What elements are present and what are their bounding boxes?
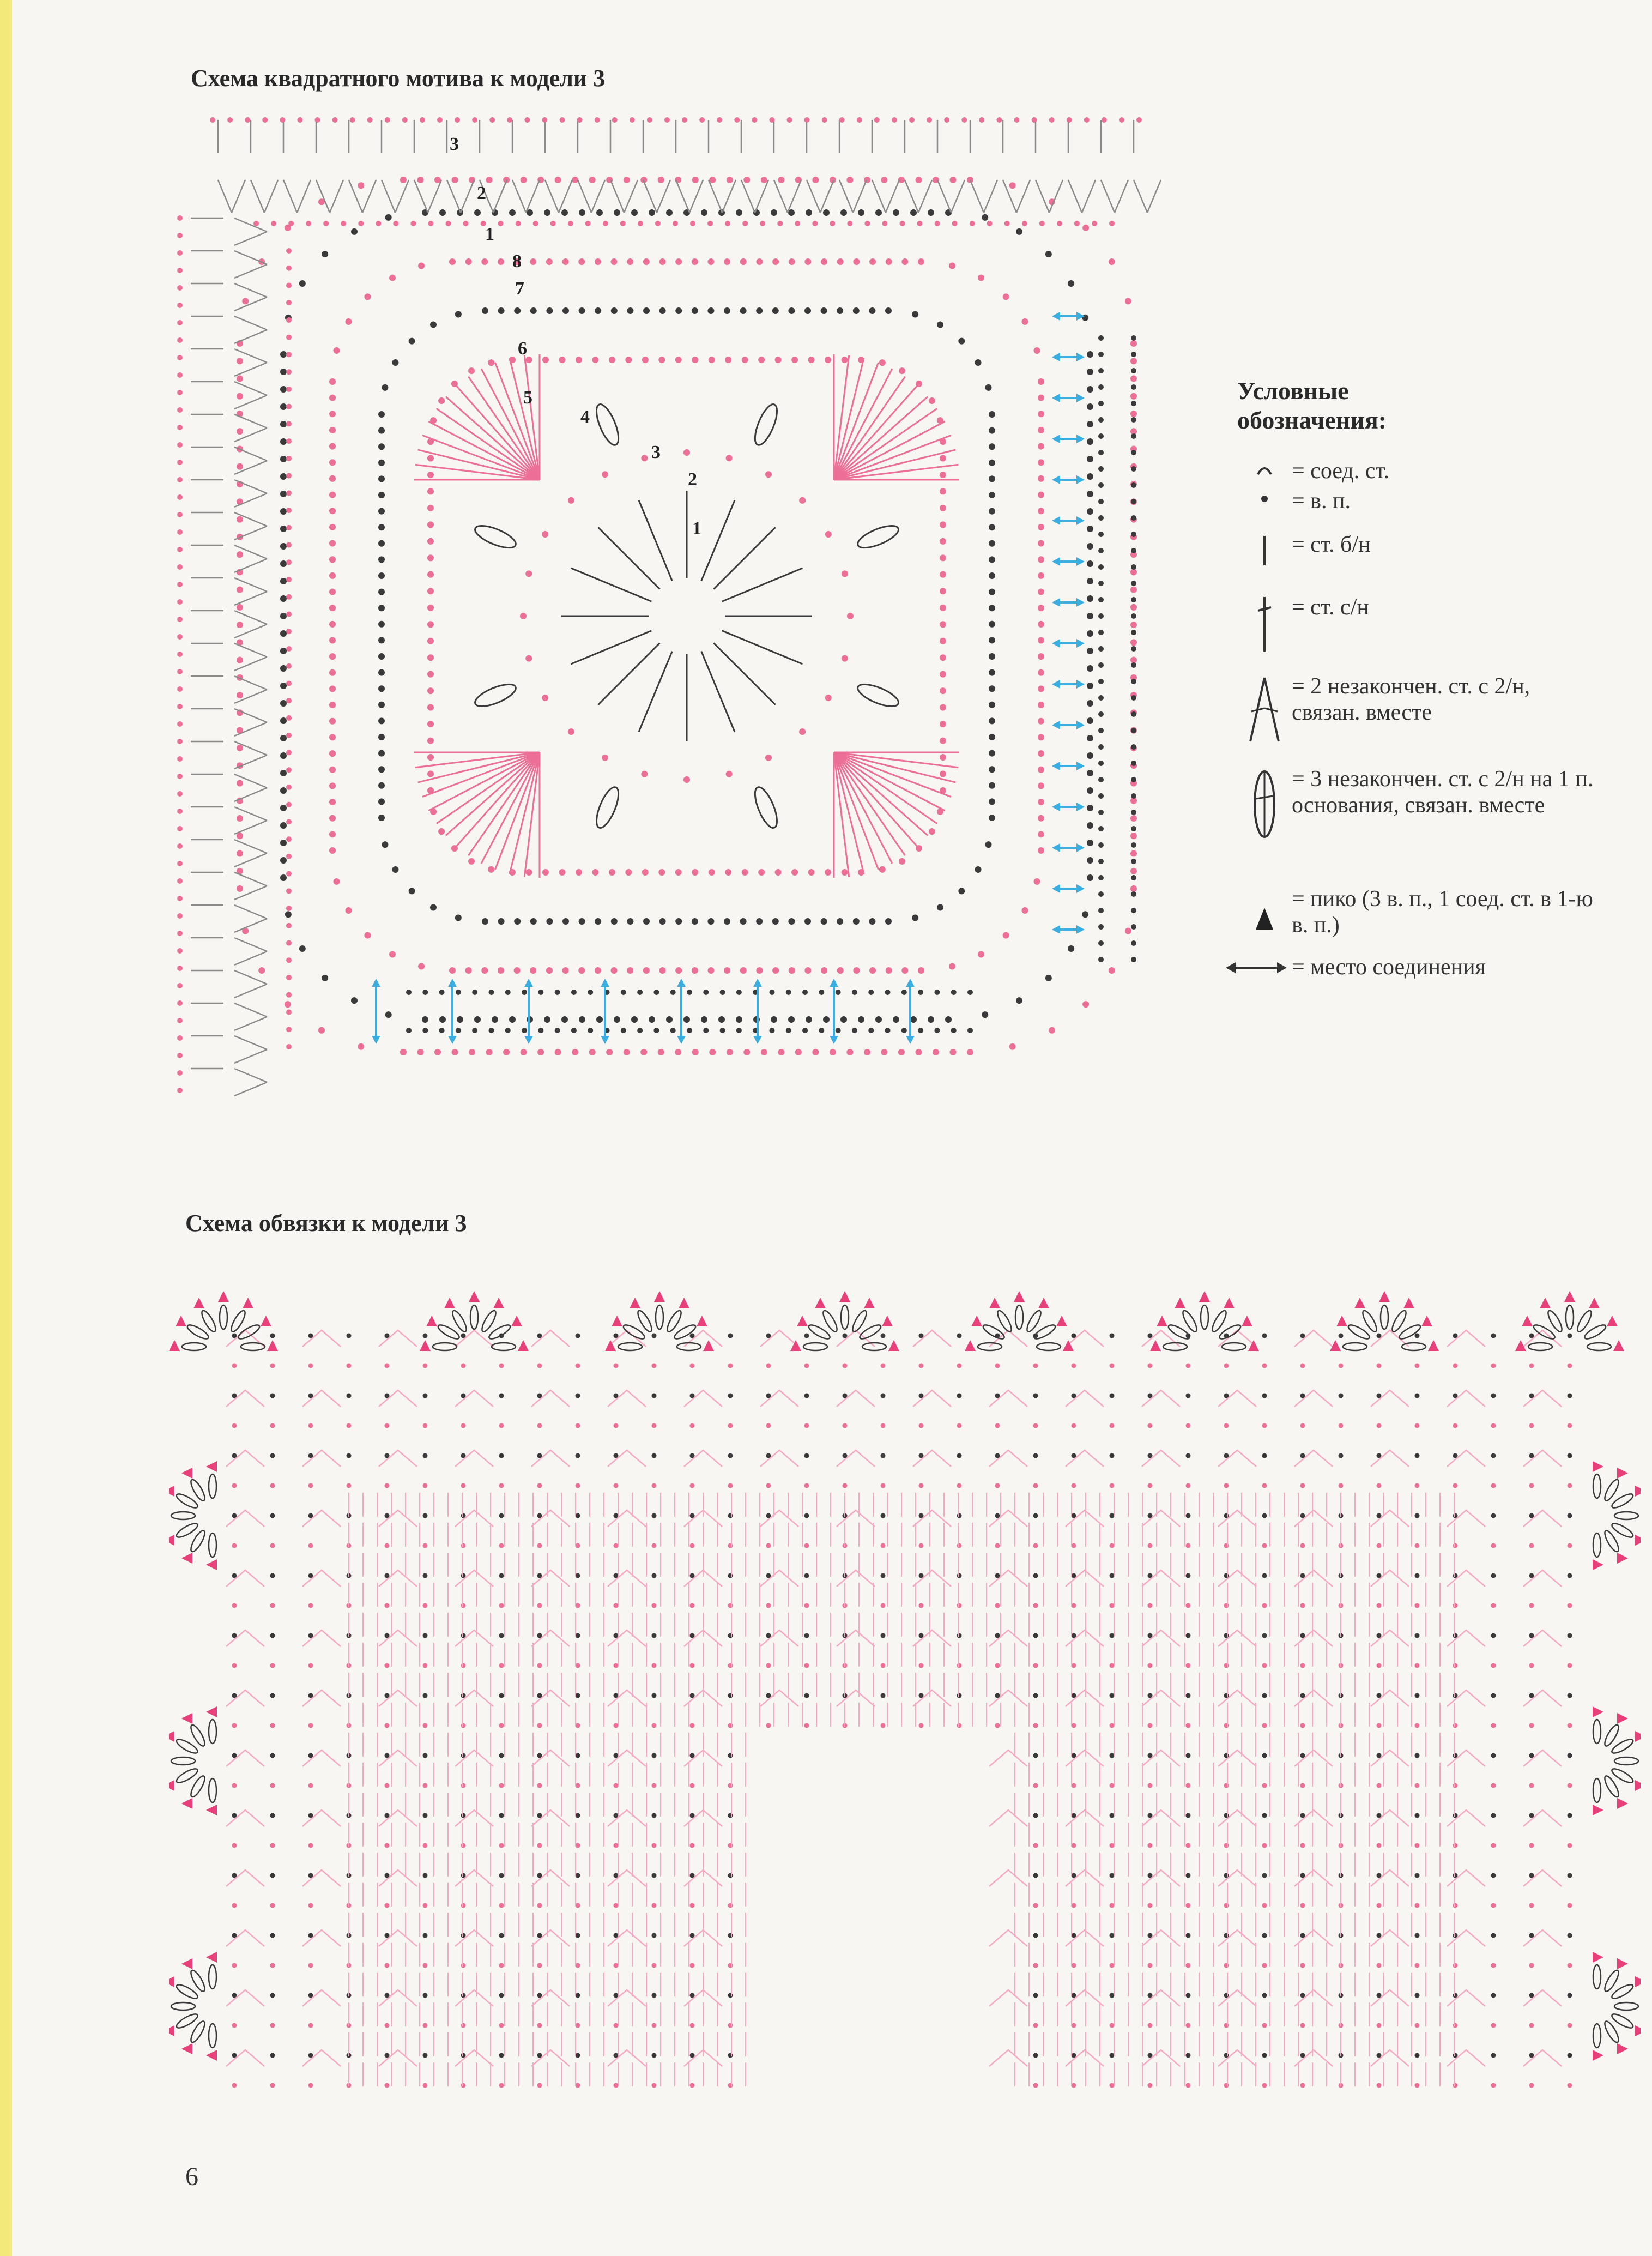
edging-chart-title: Схема обвязки к модели 3 bbox=[185, 1210, 467, 1236]
row-label-2-outer: 2 bbox=[477, 183, 486, 203]
dc2tog-icon bbox=[1243, 673, 1286, 744]
row-label-8: 8 bbox=[512, 251, 522, 272]
page-number: 6 bbox=[185, 2162, 198, 2191]
slip-stitch-icon bbox=[1248, 458, 1281, 480]
legend-item-chain: = в. п. bbox=[1237, 488, 1351, 537]
row-label-5: 5 bbox=[523, 388, 532, 408]
edging-chart bbox=[169, 1270, 1641, 2110]
row-label-6: 6 bbox=[518, 339, 527, 359]
single-crochet-icon bbox=[1248, 532, 1281, 570]
row-label-3-inner: 3 bbox=[651, 442, 661, 462]
row-label-1-inner: 1 bbox=[692, 518, 701, 539]
legend-heading: Условные обозначения: bbox=[1237, 377, 1387, 434]
legend-item-cluster3: = 3 незакончен. ст. с 2/н на 1 п. основания, связан. вместе bbox=[1237, 766, 1597, 818]
double-crochet-icon bbox=[1248, 594, 1281, 654]
legend-item-double-crochet: = ст. с/н bbox=[1237, 594, 1369, 643]
motif-chart-title: Схема квадратного мотива к модели 3 bbox=[191, 65, 606, 92]
legend-item-single-crochet: = ст. б/н bbox=[1237, 532, 1371, 581]
chain-stitch-icon bbox=[1248, 488, 1281, 510]
join-arrow-icon bbox=[1224, 954, 1289, 981]
square-motif-chart bbox=[164, 109, 1226, 1172]
legend-item-picot: = пико (3 в. п., 1 соед. ст. в 1-ю в. п.) bbox=[1237, 886, 1597, 938]
legend bbox=[1237, 376, 1619, 980]
legend-item-join: = место соединения bbox=[1221, 954, 1486, 1003]
row-label-4: 4 bbox=[580, 407, 590, 427]
page-edge-strip bbox=[0, 0, 12, 2256]
picot-icon bbox=[1248, 886, 1281, 940]
row-label-2-inner: 2 bbox=[688, 469, 697, 490]
legend-item-dc2tog: = 2 незакончен. ст. с 2/н, связан. вместе bbox=[1237, 673, 1597, 726]
row-label-3-outer: 3 bbox=[450, 134, 459, 154]
legend-item-slip-stitch: = соед. ст. bbox=[1237, 458, 1389, 507]
row-label-1-outer: 1 bbox=[485, 224, 494, 244]
row-label-7: 7 bbox=[515, 279, 524, 299]
cluster3-icon bbox=[1245, 766, 1284, 842]
